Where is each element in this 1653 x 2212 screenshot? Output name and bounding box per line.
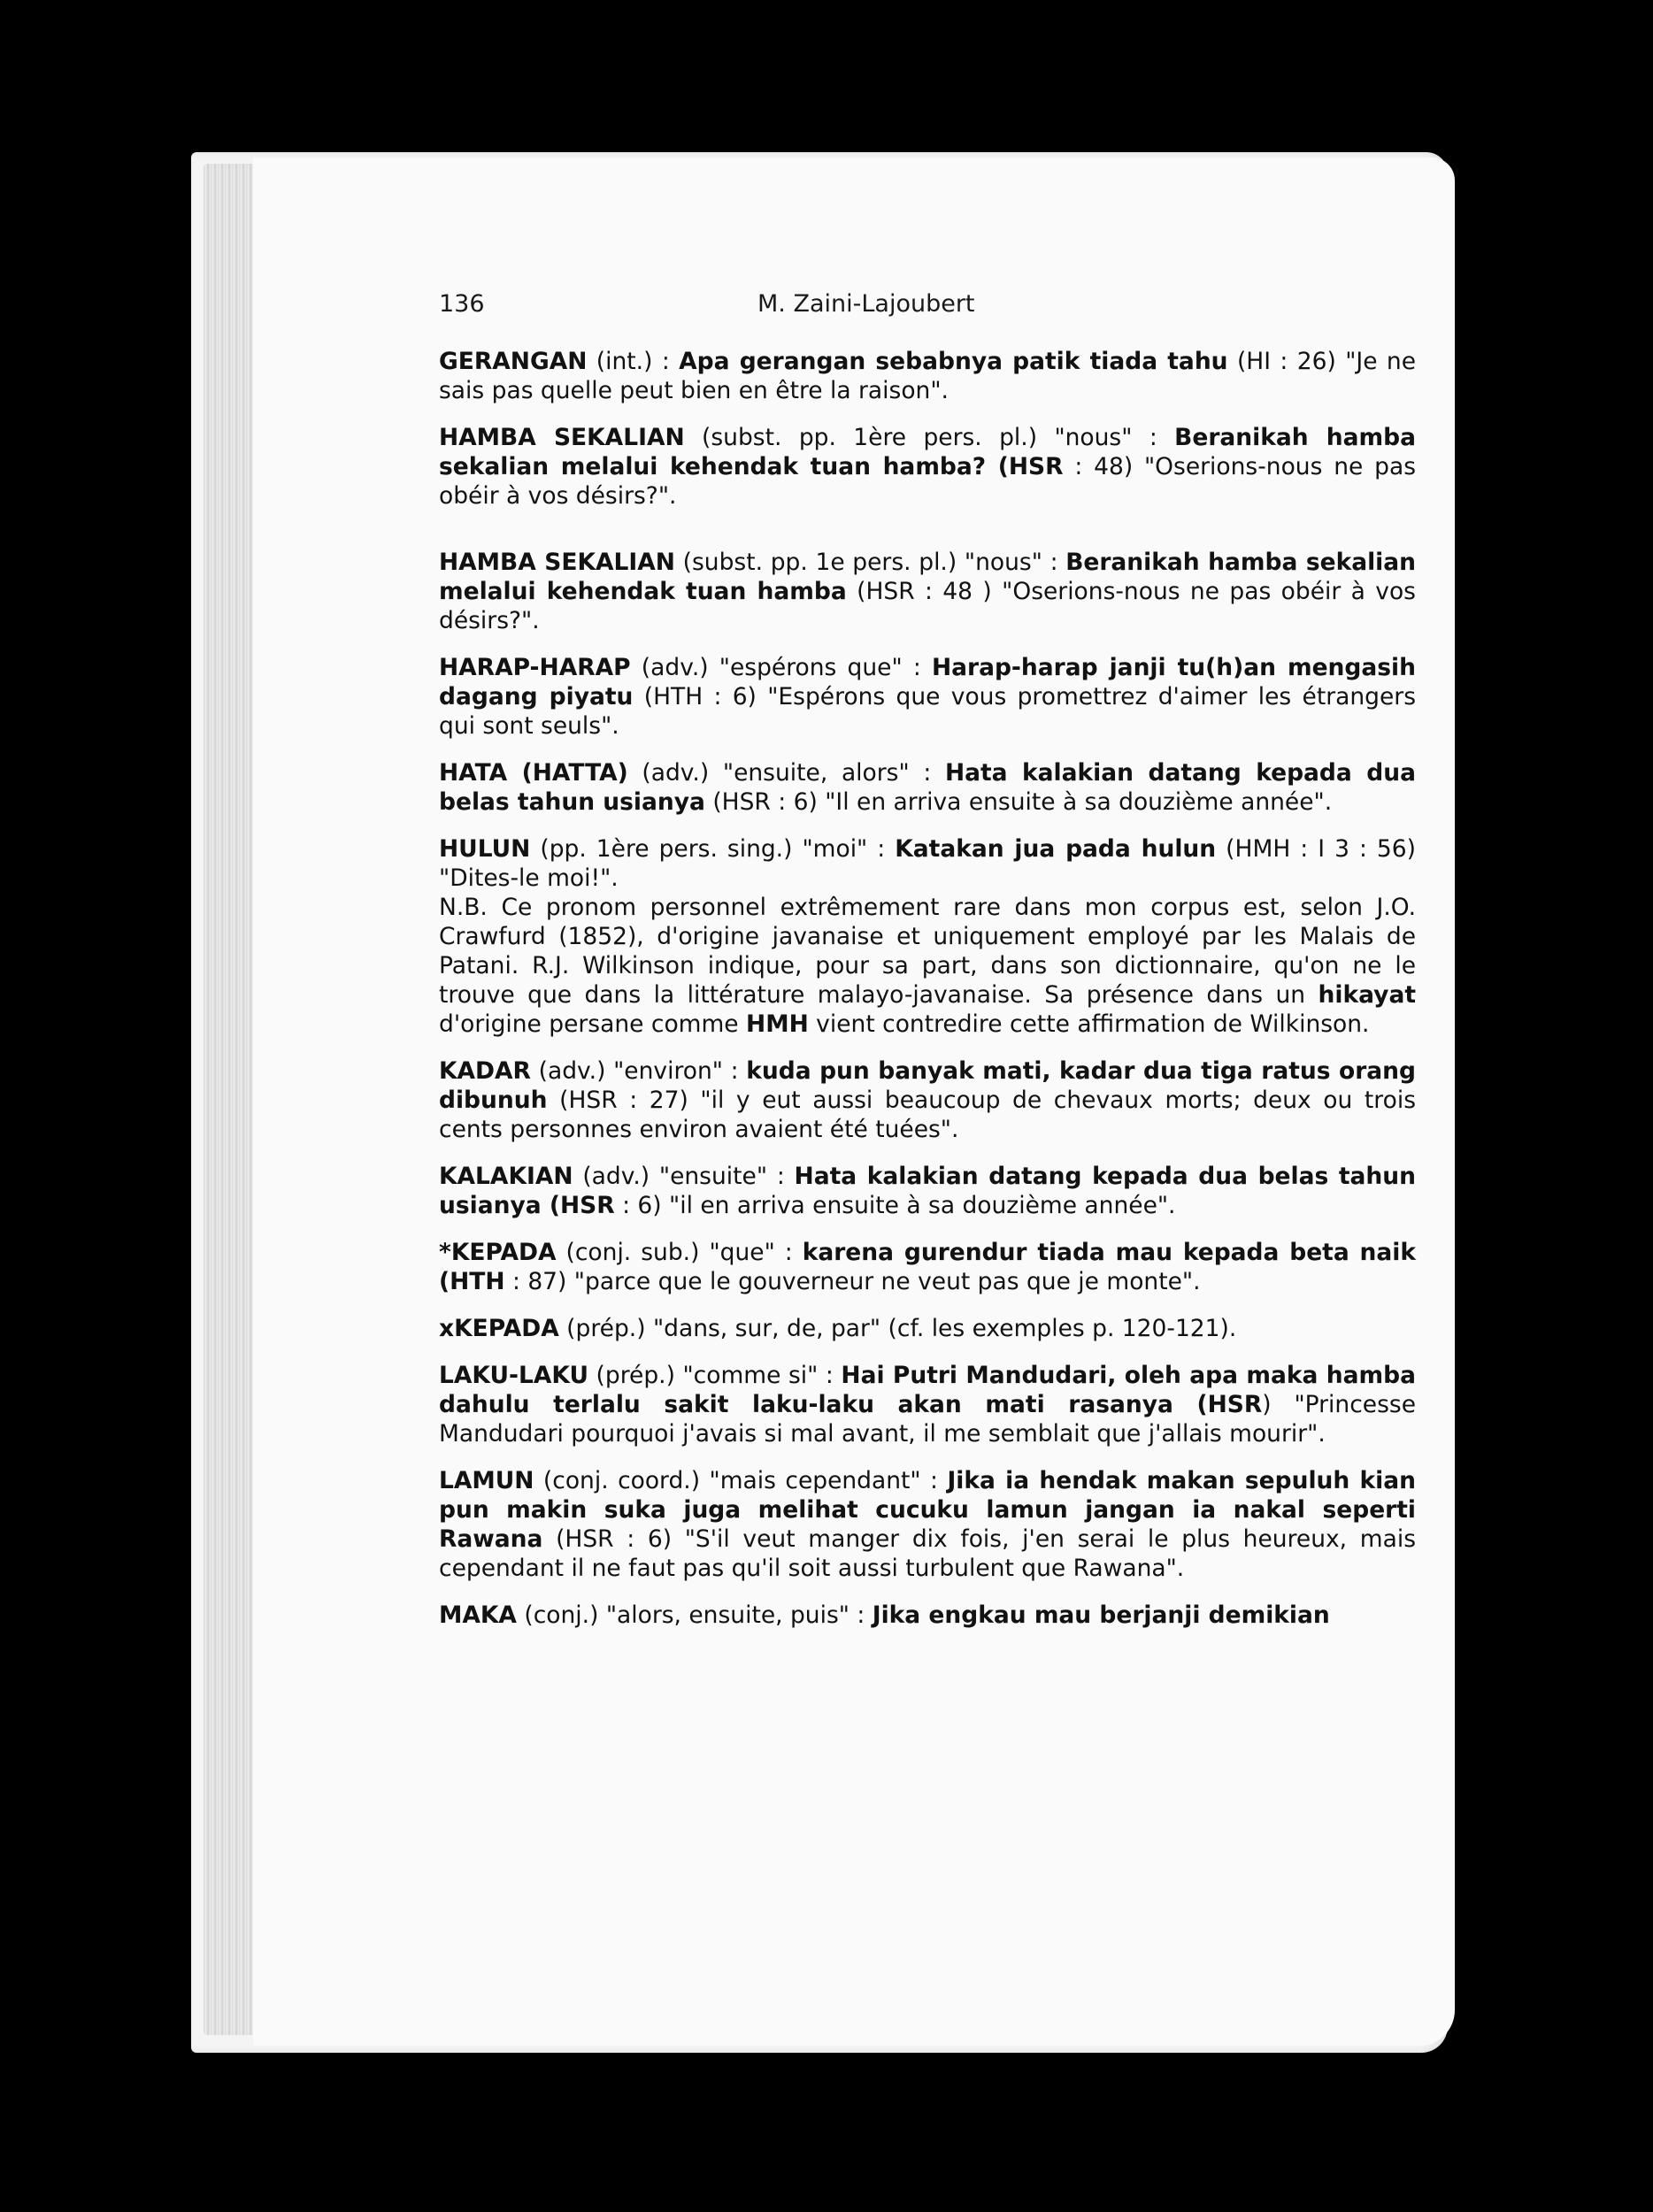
headword: GERANGAN [439, 348, 588, 375]
headword: *KEPADA [439, 1239, 557, 1266]
entry-gerangan [439, 347, 1416, 405]
example-text: Apa gerangan sebabnya patik tiada tahu [679, 348, 1228, 375]
grammar-info: (adv.) "environ" : [530, 1057, 747, 1085]
translation: (HTH : 6) "Espérons que vous promettrez d'aimer les étrangers qui sont seuls". [439, 683, 1416, 740]
grammar-info: (prép.) "dans, sur, de, par" (cf. les exemples p. 120-121). [558, 1315, 1237, 1342]
headword: MAKA [439, 1601, 517, 1629]
translation: (HSR : 6) "Il en arriva ensuite à sa douzième année". [704, 788, 1333, 816]
dictionary-text [439, 347, 1416, 1647]
entry-hata [439, 758, 1416, 817]
note-paragraph: N.B. Ce pronom personnel extrêmement rare dans mon corpus est, selon J.O. Crawfurd (1852), d'origine javanaise et uniquement employé par les Malais de Patani. R.J. Wilkinson indique, pour sa part, dans son dictionnaire, qu'on ne le trouve que dans la littérature malayo-javanaise. Sa présence dans un hikayat d'origine persane comme HMH vient contredire cette affirmation de Wilkinson. [439, 894, 1416, 1038]
running-head: M. Zaini-Lajoubert [757, 290, 975, 318]
translation: (HMH : I 3 : 56) "Dites-le moi!". [439, 835, 1416, 892]
example-text: Jika engkau mau berjanji demikian [872, 1601, 1330, 1629]
bold-term: HMH [746, 1010, 809, 1038]
grammar-info: (subst. pp. 1ère pers. pl.) "nous" : [684, 424, 1175, 451]
grammar-info: (int.) : [587, 348, 680, 375]
grammar-info: (prép.) "comme si" : [588, 1362, 842, 1389]
translation: (HSR : 6) "S'il veut manger dix fois, j'en serai le plus heureux, mais cependant il ne faut pas qu'il soit aussi turbulent que Rawana". [439, 1525, 1416, 1582]
translation: (HI : 26) "Je ne sais pas quelle peut bien en être la raison". [439, 348, 1416, 404]
entry-kepada-prep [439, 1314, 1416, 1343]
grammar-info: (conj. sub.) "que" : [556, 1239, 803, 1266]
entry-hulun [439, 834, 1416, 1039]
headword: KADAR [439, 1057, 531, 1085]
example-text: Beranikah hamba sekalian melalui kehendak tuan hamba [439, 549, 1416, 605]
translation: (HSR : 48 ) "Oserions-nous ne pas obéir à vos désirs?". [439, 578, 1416, 634]
headword: HAMBA SEKALIAN [439, 549, 675, 576]
entry-hamba-sekalian-2 [439, 548, 1416, 635]
translation: : 87) "parce que le gouverneur ne veut pas que je monte". [504, 1268, 1201, 1295]
grammar-info: (adv.) "ensuite, alors" : [627, 759, 945, 787]
page-edges [204, 164, 257, 2035]
example-text: Hata kalakian datang kepada dua belas tahun usianya [439, 759, 1416, 816]
grammar-info: (conj.) "alors, ensuite, puis" : [516, 1601, 873, 1629]
example-text: Katakan jua pada hulun [895, 835, 1217, 863]
page-number: 136 [439, 290, 485, 318]
entry-maka [439, 1601, 1416, 1630]
headword: LAMUN [439, 1467, 534, 1494]
entry-hamba-sekalian-1 [439, 423, 1416, 511]
headword: HATA (HATTA) [439, 759, 628, 787]
translation: : 48) "Oserions-nous ne pas obéir à vos désirs?". [439, 453, 1416, 510]
headword: HARAP-HARAP [439, 654, 631, 681]
translation: ) "Princesse Mandudari pourquoi j'avais si mal avant, il me semblait que j'allais mourir". [439, 1391, 1416, 1448]
grammar-info: (adv.) "ensuite" : [573, 1163, 795, 1190]
headword: KALAKIAN [439, 1163, 573, 1190]
bold-term: hikayat [1318, 981, 1416, 1009]
translation: (HSR : 27) "il y eut aussi beaucoup de chevaux morts; deux ou trois cents personnes environ avaient été tuées". [439, 1087, 1416, 1143]
example-text: kuda pun banyak mati, kadar dua tiga ratus orang dibunuh [439, 1057, 1416, 1114]
grammar-info: (adv.) "espérons que" : [630, 654, 932, 681]
headword: LAKU-LAKU [439, 1362, 588, 1389]
entry-kadar [439, 1056, 1416, 1144]
grammar-info: (subst. pp. 1e pers. pl.) "nous" : [674, 549, 1066, 576]
headword: xKEPADA [439, 1315, 559, 1342]
example-text: Hai Putri Mandudari, oleh apa maka hamba dahulu terlalu sakit laku-laku akan mati rasanya (HSR [439, 1362, 1416, 1418]
example-text: Hata kalakian datang kepada dua belas tahun usianya (HSR [439, 1163, 1417, 1219]
entry-kalakian [439, 1162, 1416, 1220]
example-text: Jika ia hendak makan sepuluh kian pun makin suka juga melihat cucuku lamun jangan ia nakal seperti Rawana [439, 1467, 1416, 1553]
example-text: karena gurendur tiada mau kepada beta naik (HTH [439, 1239, 1417, 1295]
grammar-info: (conj. coord.) "mais cependant" : [534, 1467, 948, 1494]
example-text: Beranikah hamba sekalian melalui kehendak tuan hamba? (HSR [439, 424, 1417, 480]
translation: : 6) "il en arriva ensuite à sa douzième année". [614, 1192, 1176, 1219]
entry-harap-harap [439, 653, 1416, 741]
example-text: Harap-harap janji tu(h)an mengasih dagang piyatu [439, 654, 1416, 710]
entry-kepada-conj [439, 1238, 1416, 1296]
headword: HULUN [439, 835, 531, 863]
headword: HAMBA SEKALIAN [439, 424, 685, 451]
page-header [439, 290, 1448, 329]
grammar-info: (pp. 1ère pers. sing.) "moi" : [530, 835, 896, 863]
entry-lamun [439, 1466, 1416, 1583]
entry-laku-laku [439, 1361, 1416, 1448]
